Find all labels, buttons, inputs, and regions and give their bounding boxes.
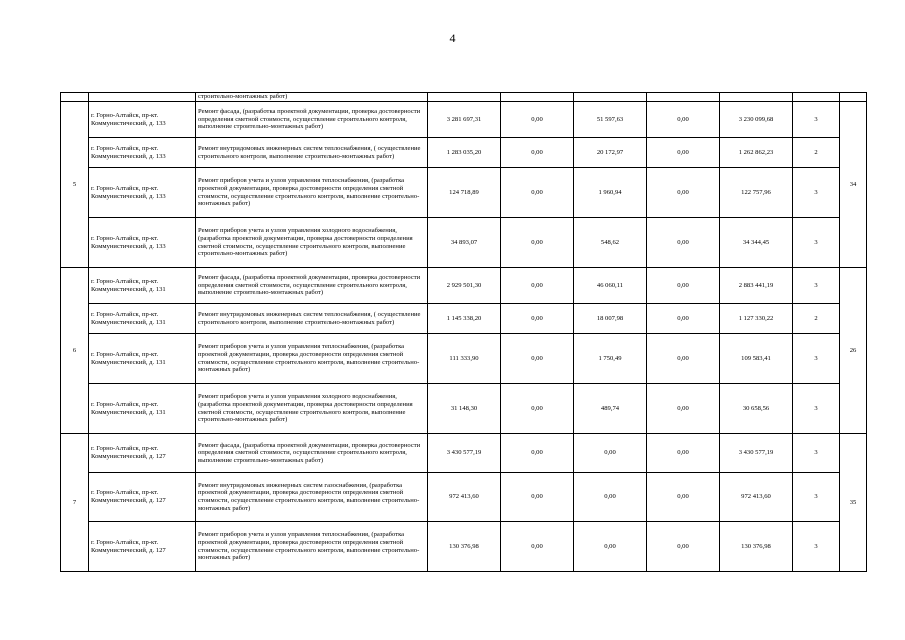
cell-amount: 0,00	[501, 522, 574, 572]
cell-amount: 3 430 577,19	[720, 434, 793, 473]
cell-total	[840, 93, 867, 102]
table-row	[61, 473, 867, 522]
cell-amount: 18 007,98	[574, 304, 647, 334]
cell-amount: 30 658,56	[720, 384, 793, 434]
cell-address: г. Горно-Алтайск, пр-кт. Коммунистический, д. 133	[89, 102, 196, 138]
cell-count: 3	[793, 473, 840, 522]
cell-amount: 0,00	[574, 434, 647, 473]
cell-amount: 972 413,60	[720, 473, 793, 522]
works-table	[60, 92, 867, 572]
table-row	[61, 138, 867, 168]
cell-item-number: 6	[61, 268, 89, 434]
cell-address: г. Горно-Алтайск, пр-кт. Коммунистический, д. 131	[89, 384, 196, 434]
cell-amount: 130 376,98	[428, 522, 501, 572]
cell-amount: 0,00	[501, 268, 574, 304]
cell-amount: 0,00	[647, 434, 720, 473]
cell-address: г. Горно-Алтайск, пр-кт. Коммунистический, д. 131	[89, 268, 196, 304]
cell-count: 3	[793, 434, 840, 473]
cell-amount	[501, 93, 574, 102]
cell-work: Ремонт приборов учета и узлов управления холодного водоснабжения, (разработка проектной документации, проверка достоверности определения сметной стоимости, осуществление строительного контроля, выполнение строительно-монтажных работ)	[196, 384, 428, 434]
cell-amount: 0,00	[647, 218, 720, 268]
cell-amount: 0,00	[501, 434, 574, 473]
cell-count: 3	[793, 102, 840, 138]
cell-item-number: 7	[61, 434, 89, 572]
cell-work: Ремонт фасада, (разработка проектной документации, проверка достоверности определения сметной стоимости, осуществление строительного контроля, выполнение строительно-монтажных работ)	[196, 268, 428, 304]
table-row	[61, 522, 867, 572]
table-row	[61, 102, 867, 138]
cell-amount: 34 344,45	[720, 218, 793, 268]
cell-amount: 0,00	[574, 473, 647, 522]
cell-work: Ремонт фасада, (разработка проектной документации, проверка достоверности определения сметной стоимости, осуществление строительного контроля, выполнение строительно-монтажных работ)	[196, 102, 428, 138]
cell-amount: 0,00	[501, 218, 574, 268]
cell-amount: 3 281 697,31	[428, 102, 501, 138]
cell-amount: 3 230 099,68	[720, 102, 793, 138]
cell-amount: 0,00	[647, 138, 720, 168]
cell-amount: 0,00	[501, 168, 574, 218]
cell-count: 3	[793, 522, 840, 572]
cell-count: 2	[793, 138, 840, 168]
cell-amount: 0,00	[574, 522, 647, 572]
cell-amount: 1 960,94	[574, 168, 647, 218]
cell-address: г. Горно-Алтайск, пр-кт. Коммунистический, д. 133	[89, 138, 196, 168]
cell-work: Ремонт внутридомовых инженерных систем теплоснабжения, ( осуществление строительного контроля, выполнение строительно-монтажных работ)	[196, 138, 428, 168]
cell-num	[61, 93, 89, 102]
table-row	[61, 168, 867, 218]
cell-amount: 0,00	[647, 102, 720, 138]
cell-address: г. Горно-Алтайск, пр-кт. Коммунистический, д. 133	[89, 218, 196, 268]
cell-address: г. Горно-Алтайск, пр-кт. Коммунистический, д. 133	[89, 168, 196, 218]
cell-amount: 111 333,90	[428, 334, 501, 384]
cell-amount: 46 060,11	[574, 268, 647, 304]
cell-amount: 489,74	[574, 384, 647, 434]
cell-group-total: 34	[840, 102, 867, 268]
cell-amount: 0,00	[647, 304, 720, 334]
cell-amount: 1 283 035,20	[428, 138, 501, 168]
cell-amount: 0,00	[647, 268, 720, 304]
cell-count	[793, 93, 840, 102]
table-row	[61, 434, 867, 473]
table-row	[61, 304, 867, 334]
table-row	[61, 218, 867, 268]
table-row	[61, 384, 867, 434]
cell-amount: 0,00	[647, 473, 720, 522]
cell-address: г. Горно-Алтайск, пр-кт. Коммунистический, д. 131	[89, 304, 196, 334]
cell-count: 2	[793, 304, 840, 334]
cell-address: г. Горно-Алтайск, пр-кт. Коммунистический, д. 131	[89, 334, 196, 384]
cell-amount: 31 148,30	[428, 384, 501, 434]
cell-amount: 0,00	[501, 138, 574, 168]
cell-group-total: 35	[840, 434, 867, 572]
table-row-continuation	[61, 93, 867, 102]
cell-amount: 3 430 577,19	[428, 434, 501, 473]
cell-work: Ремонт приборов учета и узлов управления теплоснабжения, (разработка проектной документации, проверка достоверности определения сметной стоимости, осуществление строительного контроля, выполнение строительно-монтажных работ)	[196, 168, 428, 218]
cell-amount: 0,00	[501, 473, 574, 522]
cell-amount: 130 376,98	[720, 522, 793, 572]
cell-work: Ремонт приборов учета и узлов управления теплоснабжения, (разработка проектной документации, проверка достоверности определения сметной стоимости, осуществление строительного контроля, выполнение строительно-монтажных работ)	[196, 522, 428, 572]
cell-amount	[428, 93, 501, 102]
cell-group-total: 26	[840, 268, 867, 434]
cell-count: 3	[793, 268, 840, 304]
cell-count: 3	[793, 384, 840, 434]
cell-address: г. Горно-Алтайск, пр-кт. Коммунистический, д. 127	[89, 473, 196, 522]
cell-amount: 0,00	[501, 334, 574, 384]
cell-amount: 0,00	[501, 304, 574, 334]
cell-amount: 124 718,89	[428, 168, 501, 218]
cell-amount	[647, 93, 720, 102]
cell-amount: 20 172,97	[574, 138, 647, 168]
cell-amount: 548,62	[574, 218, 647, 268]
cell-amount: 1 127 330,22	[720, 304, 793, 334]
cell-amount: 109 583,41	[720, 334, 793, 384]
cell-address: г. Горно-Алтайск, пр-кт. Коммунистический, д. 127	[89, 522, 196, 572]
cell-count: 3	[793, 334, 840, 384]
cell-address: г. Горно-Алтайск, пр-кт. Коммунистический, д. 127	[89, 434, 196, 473]
table-row	[61, 334, 867, 384]
cell-work: Ремонт приборов учета и узлов управления теплоснабжения, (разработка проектной документации, проверка достоверности определения сметной стоимости, осуществление строительного контроля, выполнение строительно-монтажных работ)	[196, 334, 428, 384]
cell-amount	[720, 93, 793, 102]
cell-amount: 0,00	[501, 384, 574, 434]
cell-item-number: 5	[61, 102, 89, 268]
cell-amount: 2 883 441,19	[720, 268, 793, 304]
cell-amount	[574, 93, 647, 102]
cell-amount: 0,00	[647, 334, 720, 384]
cell-amount: 1 262 862,23	[720, 138, 793, 168]
cell-amount: 0,00	[647, 384, 720, 434]
cell-amount: 122 757,96	[720, 168, 793, 218]
cell-address	[89, 93, 196, 102]
page-number: 4	[449, 31, 456, 45]
table-row	[61, 268, 867, 304]
cell-work: Ремонт фасада, (разработка проектной документации, проверка достоверности определения сметной стоимости, осуществление строительного контроля, выполнение строительно-монтажных работ)	[196, 434, 428, 473]
cell-work: Ремонт приборов учета и узлов управления холодного водоснабжения, (разработка проектной документации, проверка достоверности определения сметной стоимости, осуществление строительного контроля, выполнение строительно-монтажных работ)	[196, 218, 428, 268]
cell-amount: 972 413,60	[428, 473, 501, 522]
cell-amount: 1 145 338,20	[428, 304, 501, 334]
cell-amount: 34 893,07	[428, 218, 501, 268]
cell-amount: 2 929 501,30	[428, 268, 501, 304]
cell-work: Ремонт внутридомовых инженерных систем газоснабжения, (разработка проектной документации, проверка достоверности определения сметной стоимости, осуществление строительного контроля, выполнение строительно-монтажных работ)	[196, 473, 428, 522]
cell-count: 3	[793, 218, 840, 268]
cell-count: 3	[793, 168, 840, 218]
cell-amount: 0,00	[501, 102, 574, 138]
cell-amount: 1 750,49	[574, 334, 647, 384]
cell-work: строительно-монтажных работ)	[196, 93, 428, 102]
cell-amount: 0,00	[647, 168, 720, 218]
cell-amount: 0,00	[647, 522, 720, 572]
cell-work: Ремонт внутридомовых инженерных систем теплоснабжения, ( осуществление строительного контроля, выполнение строительно-монтажных работ)	[196, 304, 428, 334]
cell-amount: 51 597,63	[574, 102, 647, 138]
